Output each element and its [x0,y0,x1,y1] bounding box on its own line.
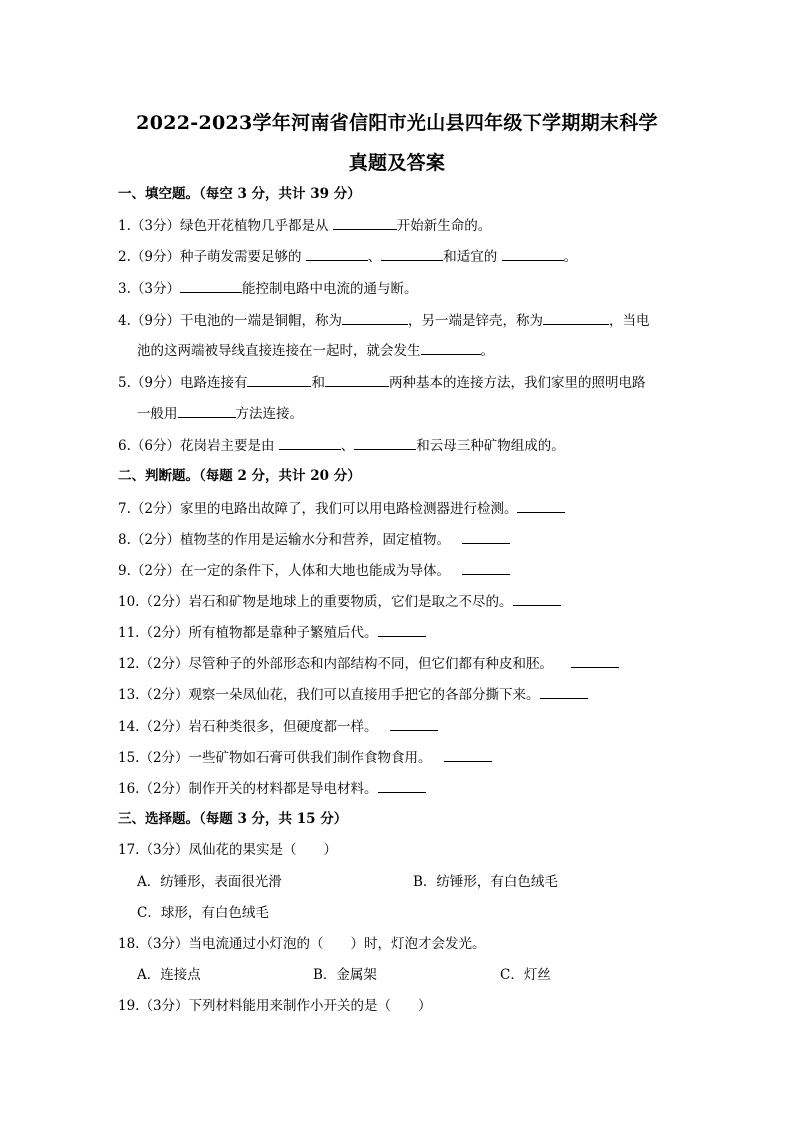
answer-blank[interactable] [462,529,510,544]
answer-blank[interactable] [180,278,242,293]
q4-text-c: ，当电 [608,313,650,329]
q18-option-c[interactable]: C．灯丝 [500,967,551,983]
answer-blank[interactable] [421,340,481,355]
q8-text: 8.（2分）植物茎的作用是运输水分和营养，固定植物。 [118,532,455,548]
q6-text-c: 和云母三种矿物组成的。 [416,438,565,454]
q5-text-e: 方法连接。 [235,406,303,422]
answer-blank[interactable] [342,310,408,325]
q5-text-b: 和 [311,375,325,391]
question-17-stem: 17.（3分）凤仙花的果实是（ ） [118,842,338,858]
question-1 [118,215,491,236]
question-15 [118,747,492,768]
q5-text-a: 5.（9分）电路连接有 [118,375,248,391]
answer-blank[interactable] [513,591,561,606]
question-3 [118,278,417,299]
q6-text-b: 、 [340,438,355,454]
answer-blank[interactable] [247,372,311,387]
question-2 [118,246,577,267]
q11-text: 11.（2分）所有植物都是靠种子繁殖后代。 [118,625,378,641]
answer-blank[interactable] [325,372,389,387]
q2-text-c: 和适宜的 [443,249,502,265]
section-heading-choice: 三、选择题。（每题 3 分，共 15 分） [118,811,348,827]
answer-blank[interactable] [571,653,619,668]
question-19-stem: 19.（3分）下列材料能用来制作小开关的是（ ） [118,998,432,1014]
q5-text-d: 一般用 [137,406,178,422]
q4-text-b: ，另一端是锌壳，称为 [407,313,543,329]
q6-text-a: 6.（6分）花岗岩主要是由 [118,438,279,454]
q3-text-a: 3.（3分） [118,281,180,297]
q2-text-d: 。 [563,249,578,265]
q17-option-a[interactable]: A．纺锤形，表面很光滑 [137,874,282,890]
q18-option-a[interactable]: A．连接点 [137,967,201,983]
q7-text: 7.（2分）家里的电路出故障了，我们可以用电路检测器进行检测。 [118,501,518,517]
answer-blank[interactable] [279,435,341,450]
q10-text: 10.（2分）岩石和矿物是地球上的重要物质，它们是取之不尽的。 [118,594,513,610]
q9-text: 9.（2分）在一定的条件下，人体和大地也能成为导体。 [118,563,455,579]
q4-text-d: 池的这两端被导线直接连接在一起时，就会发生 [137,343,421,359]
question-8 [118,529,510,550]
question-6 [118,435,565,456]
section-heading-judge: 二、判断题。（每题 2 分，共计 20 分） [118,468,361,484]
q12-text: 12.（2分）尽管种子的外部形态和内部结构不同，但它们都有种皮和胚。 [118,656,558,672]
q14-text: 14.（2分）岩石种类很多，但硬度都一样。 [118,719,382,735]
answer-blank[interactable] [178,403,236,418]
question-14 [118,716,438,737]
q3-text-b: 能控制电路中电流的通与断。 [241,281,418,297]
answer-blank[interactable] [444,747,492,762]
answer-blank[interactable] [354,435,416,450]
section-heading-fill-in: 一、填空题。（每空 3 分，共计 39 分） [118,186,361,202]
q15-text: 15.（2分）一些矿物如石膏可供我们制作食物食用。 [118,750,436,766]
answer-blank[interactable] [517,498,565,513]
question-18-stem: 18.（3分）当电流通过小灯泡的（ ）时，灯泡才会发光。 [118,936,486,952]
q13-text: 13.（2分）观察一朵凤仙花，我们可以直接用手把它的各部分撕下来。 [118,687,540,703]
document-title-line-1: 2022-2023学年河南省信阳市光山县四年级下学期期末科学 [136,112,658,134]
document-title-line-2: 真题及答案 [348,152,446,174]
question-4-line-2 [137,340,494,361]
q5-text-c: 两种基本的连接方法，我们家里的照明电路 [388,375,646,391]
answer-blank[interactable] [378,778,426,793]
question-11 [118,622,426,643]
q2-text-a: 2.（9分）种子萌发需要足够的 [118,249,306,265]
question-7 [118,498,565,519]
q4-text-a: 4.（9分）干电池的一端是铜帽，称为 [118,313,342,329]
question-13 [118,684,588,705]
q1-text-a: 1.（3分）绿色开花植物几乎都是从 [118,218,333,234]
q18-option-b[interactable]: B．金属架 [313,967,377,983]
answer-blank[interactable] [502,246,564,261]
answer-blank[interactable] [378,622,426,637]
question-5-line-1 [118,372,645,393]
answer-blank[interactable] [390,716,438,731]
question-5-line-2 [137,403,303,424]
question-4-line-1 [118,310,649,331]
answer-blank[interactable] [333,215,397,230]
q17-option-b[interactable]: B．纺锤形，有白色绒毛 [413,874,558,890]
q17-option-c[interactable]: C．球形，有白色绒毛 [137,905,269,921]
q4-text-e: 。 [480,343,494,359]
answer-blank[interactable] [462,560,510,575]
q2-text-b: 、 [367,249,382,265]
q1-text-b: 开始新生命的。 [396,218,492,234]
answer-blank[interactable] [381,246,443,261]
question-12 [118,653,619,674]
answer-blank[interactable] [540,684,588,699]
question-10 [118,591,561,612]
question-9 [118,560,510,581]
q16-text: 16.（2分）制作开关的材料都是导电材料。 [118,781,378,797]
question-16 [118,778,426,799]
answer-blank[interactable] [543,310,609,325]
answer-blank[interactable] [306,246,368,261]
